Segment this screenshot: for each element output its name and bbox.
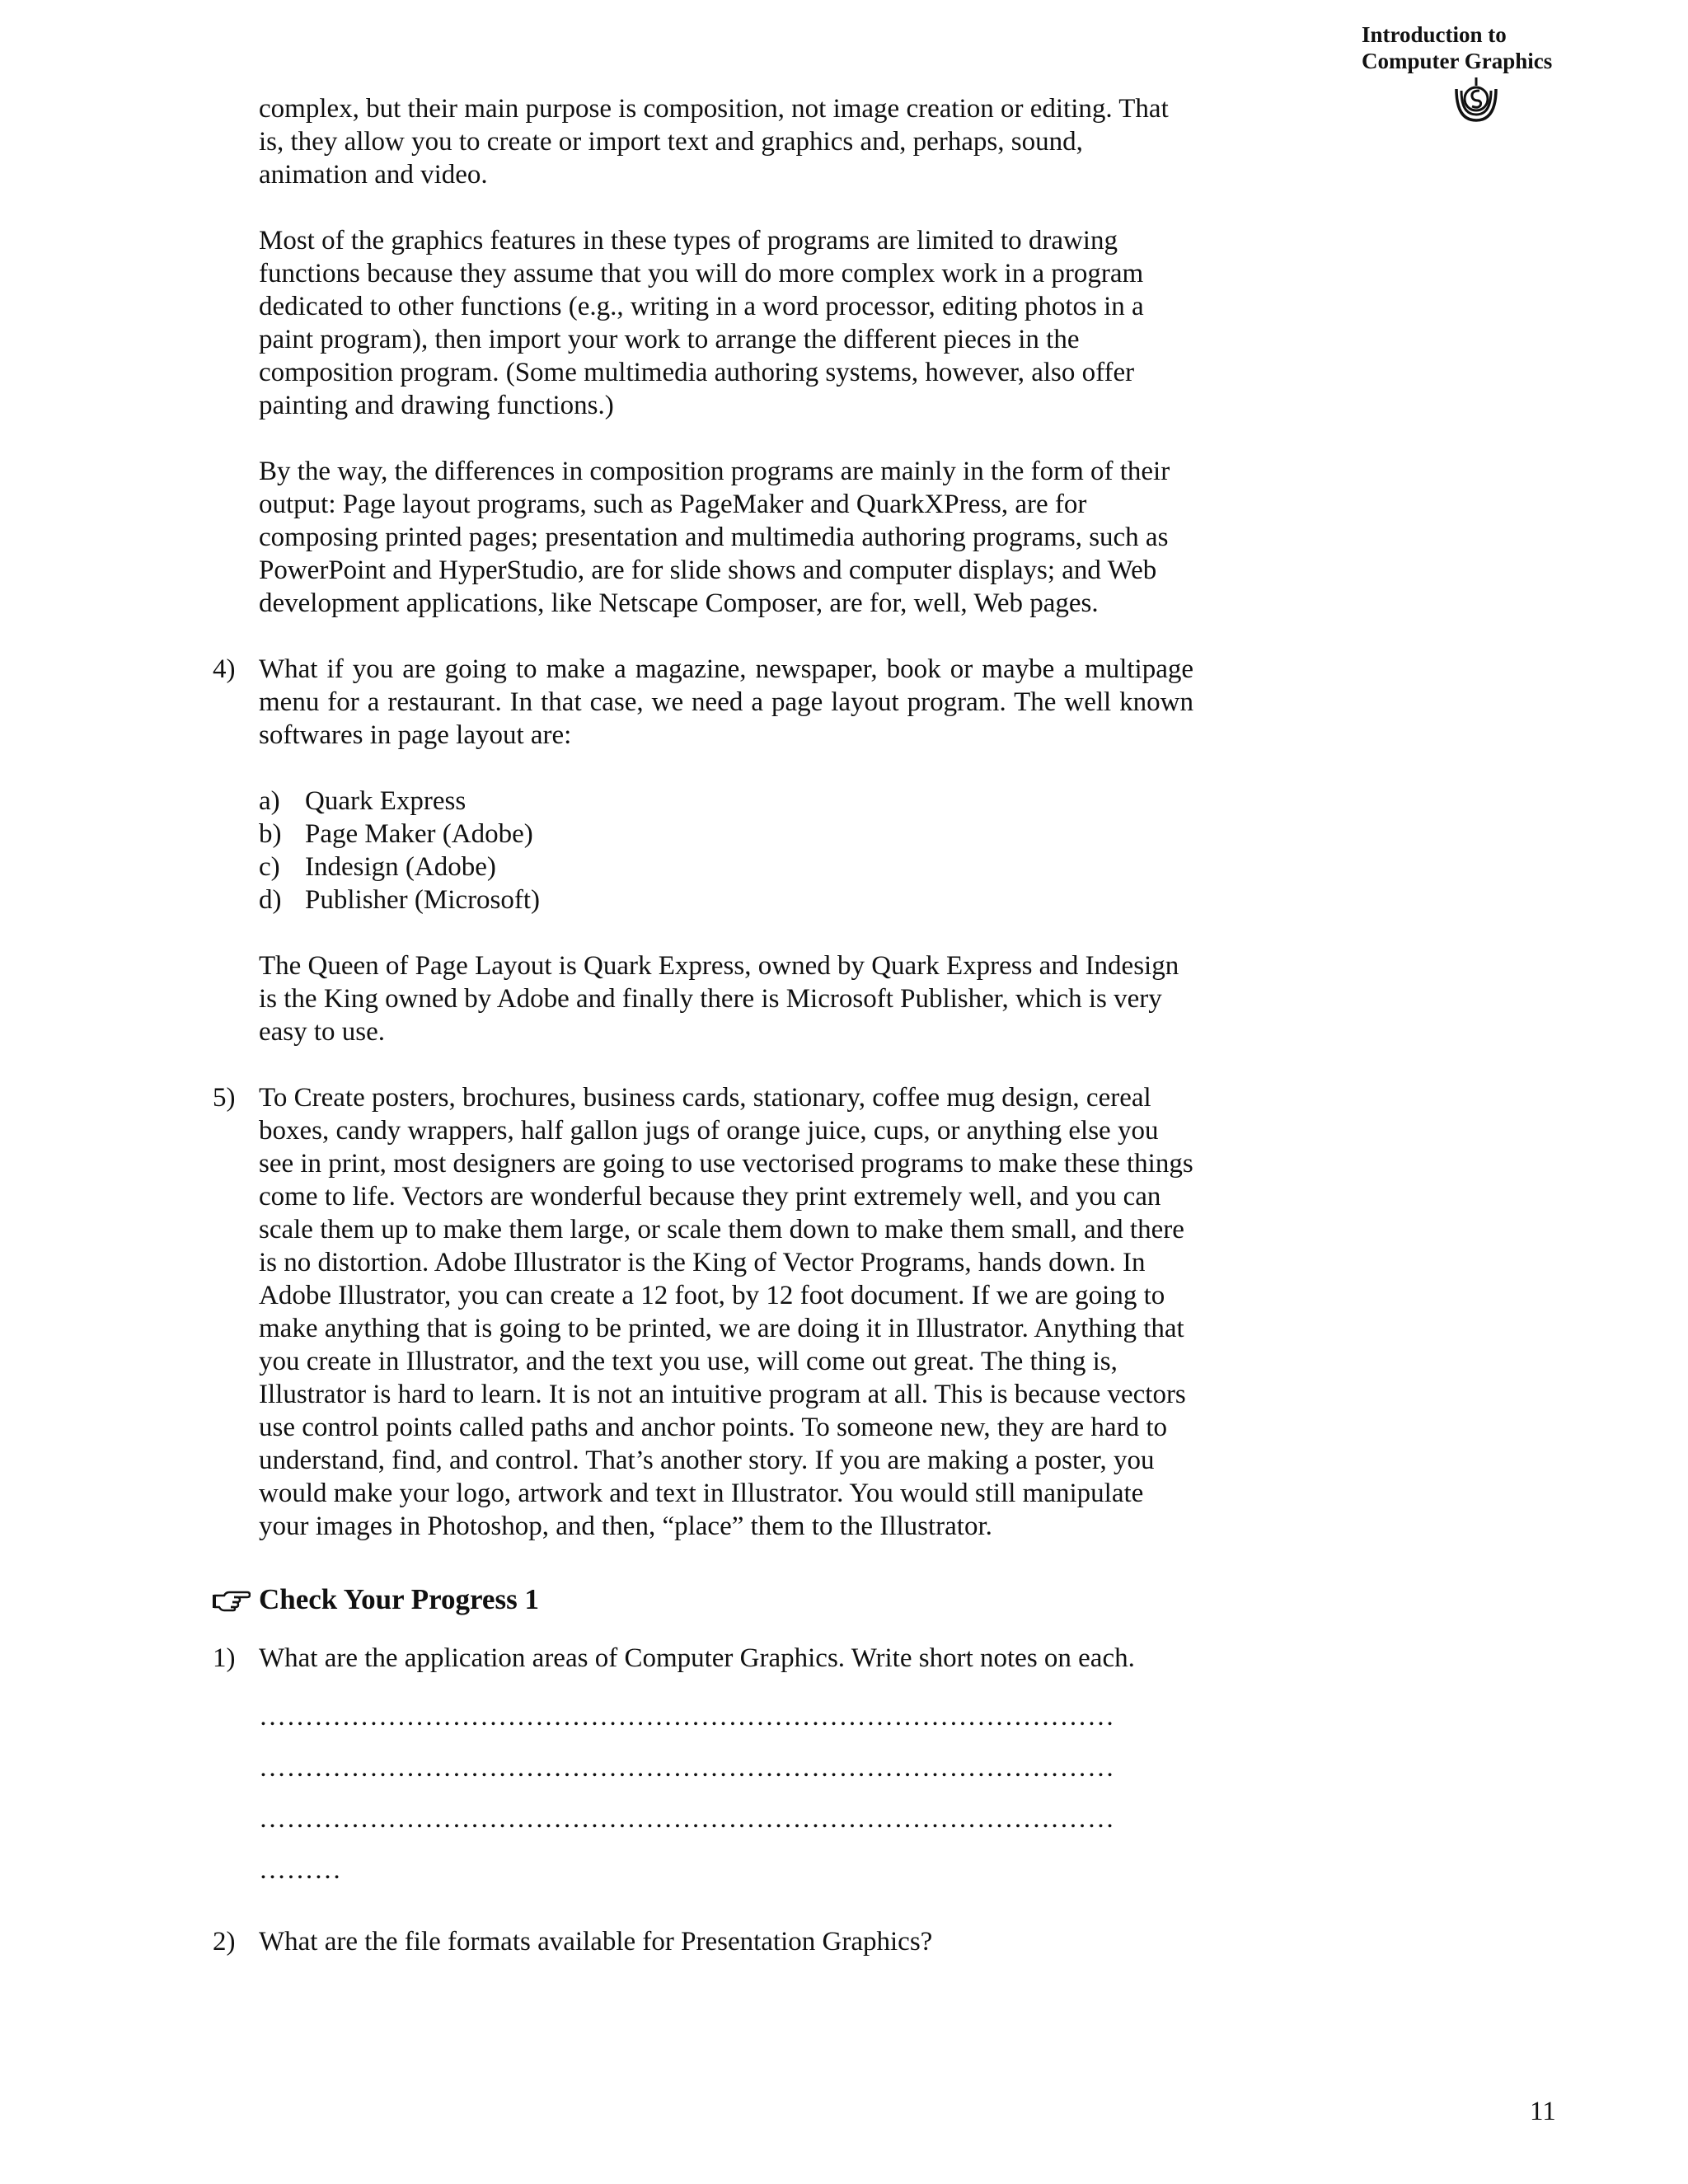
section-title: Check Your Progress 1 — [259, 1583, 539, 1615]
question-1 — [213, 1642, 1193, 1675]
running-header — [1362, 21, 1634, 74]
answer-dot-line: ………………………………………………………………………………… — [259, 1753, 1115, 1783]
list-item-4 — [213, 653, 1193, 1048]
question-2 — [213, 1925, 1193, 1958]
item-4-closing: The Queen of Page Layout is Quark Express, owned by Quark Express and Indesign is the King owned by Adobe and finally there is Microsoft Publisher, which is very easy to use. — [259, 951, 1179, 1047]
answer-lines — [259, 1691, 1165, 1896]
page-layout-software-list — [259, 785, 1193, 916]
pointing-hand-icon — [213, 1587, 251, 1612]
question-text: What are the application areas of Computer Graphics. Write short notes on each. — [259, 1643, 1135, 1673]
sub-item-text: Page Maker (Adobe) — [305, 819, 533, 849]
question-number: 2) — [213, 1927, 236, 1957]
header-line-2: Computer Graphics — [1362, 49, 1553, 73]
item-4-text: What if you are going to make a magazine, newspaper, book or maybe a multipage menu for a restaurant. In that case, we need a page layout program. The well known softwares in page layout are: — [259, 654, 1193, 750]
intro-paragraph-2: Most of the graphics features in these types of programs are limited to drawing functions because they assume that you will do more complex work in a program dedicated to other functions (e.g., writing in a word processor, editing photos in a paint program), then import your work to arrange the different pieces in the composition program. (Some multimedia authoring systems, however, also offer painting and drawing functions.) — [259, 226, 1144, 420]
question-number: 1) — [213, 1643, 236, 1673]
sub-item-text: Quark Express — [305, 786, 467, 816]
answer-dot-line: ………………………………………………………………………………… — [259, 1702, 1115, 1732]
list-item — [259, 851, 1193, 883]
intro-paragraph-3: By the way, the differences in composition programs are mainly in the form of their output: Page layout programs, such as PageMaker and QuarkXPress, are for composing printed pages; presentation and multimedia authoring programs, such as PowerPoint and HyperStudio, are for slide shows and computer displays; and Web development applications, like Netscape Composer, are for, well, Web pages. — [259, 457, 1170, 618]
list-item — [259, 785, 1193, 818]
item-number: 5) — [213, 1083, 236, 1113]
sub-item-letter: c) — [259, 852, 280, 882]
answer-dot-line: ……… — [259, 1855, 342, 1885]
sub-item-letter: d) — [259, 885, 282, 915]
sub-item-text: Indesign (Adobe) — [305, 852, 496, 882]
list-item — [259, 883, 1193, 916]
list-item-5 — [213, 1081, 1193, 1543]
list-item — [259, 818, 1193, 851]
item-number: 4) — [213, 654, 236, 684]
sub-item-letter: a) — [259, 786, 280, 816]
page-number: 11 — [1530, 2097, 1556, 2126]
university-emblem-icon — [1453, 74, 1499, 124]
sub-item-letter: b) — [259, 819, 282, 849]
answer-dot-line: ………………………………………………………………………………… — [259, 1804, 1115, 1834]
sub-item-text: Publisher (Microsoft) — [305, 885, 541, 915]
question-text: What are the file formats available for Presentation Graphics? — [259, 1927, 933, 1957]
header-line-1: Introduction to — [1362, 22, 1507, 47]
page-content — [213, 92, 1193, 1991]
intro-paragraph-1: complex, but their main purpose is composition, not image creation or editing. That is, they allow you to create or import text and graphics and, perhaps, sound, animation and video. — [259, 94, 1169, 190]
item-5-text: To Create posters, brochures, business cards, stationary, coffee mug design, cereal boxes, candy wrappers, half gallon jugs of orange juice, cups, or anything else you see in print, most designers are going to use vectorised programs to make these things come to life. Vectors are wonderful because they print extremely well, and you can scale them up to make them large, or scale them down to make them small, and there is no distortion. Adobe Illustrator is the King of Vector Programs, hands down. In Adobe Illustrator, you can create a 12 foot, by 12 foot document. If we are going to make anything that is going to be printed, we are doing it in Illustrator. Anything that you create in Illustrator, and the text you use, will come out great. The thing is, Illustrator is hard to learn. It is not an intuitive program at all. This is because vectors use control points called paths and anchor points. To someone new, they are hard to understand, find, and control. That’s another story. If you are making a poster, you would make your logo, artwork and text in Illustrator. You would still manipulate your images in Photoshop, and then, “place” them to the Illustrator. — [259, 1083, 1193, 1541]
check-progress-heading — [213, 1582, 1193, 1617]
